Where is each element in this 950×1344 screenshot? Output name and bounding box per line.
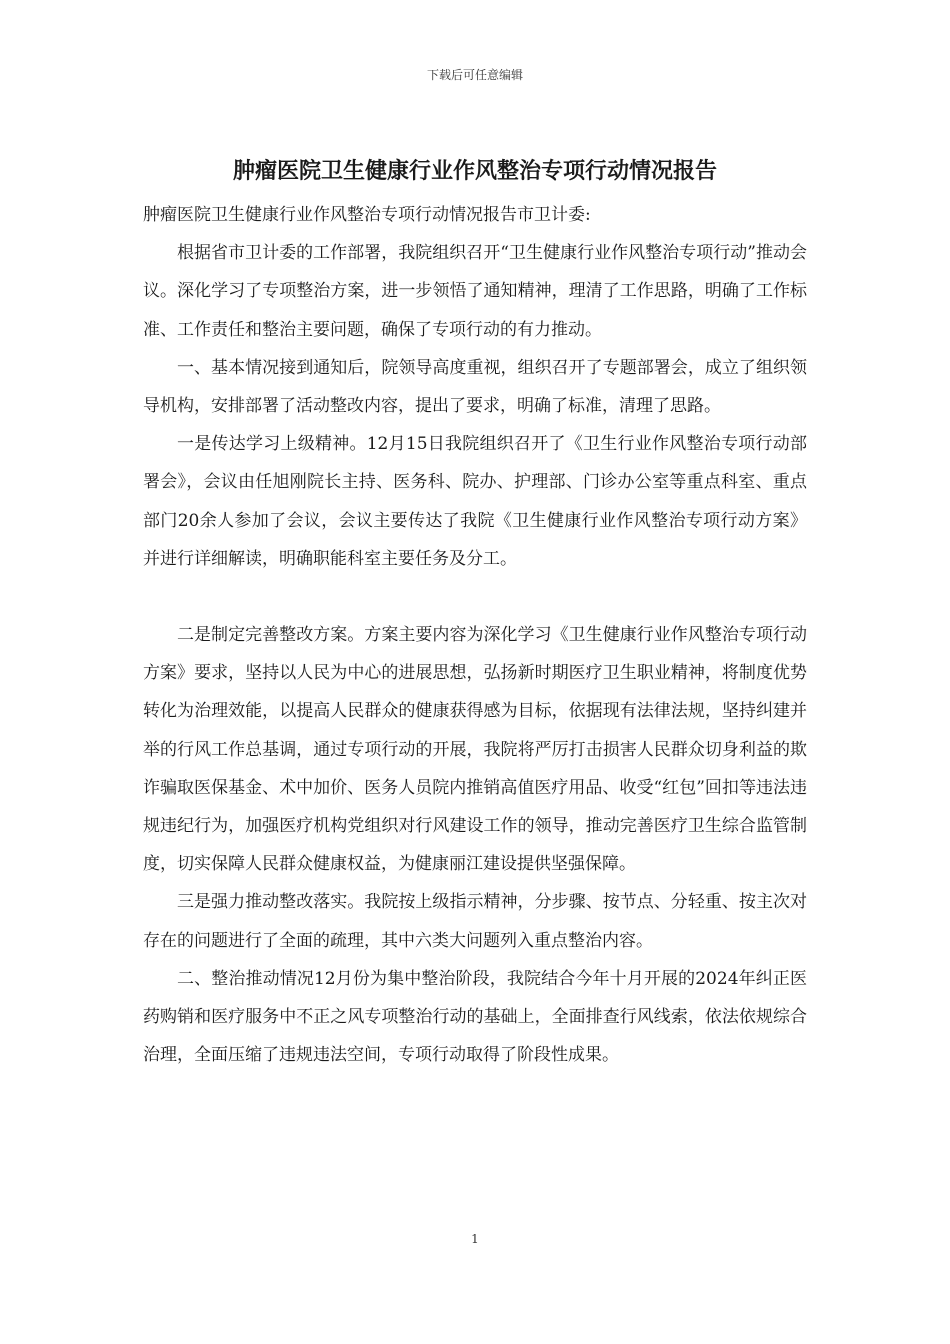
body-paragraph: 二、整治推动情况12月份为集中整治阶段，我院结合今年十月开展的2024年纠正医药购销和医疗服务中不正之风专项整治行动的基础上，全面排查行风线索，依法依规综合治理，全面压缩了违规违法空间，专项行动取得了阶段性成果。 [143, 968, 807, 1066]
body-paragraph: 三是强力推动整改落实。我院按上级指示精神，分步骤、按节点、分轻重、按主次对存在的问题进行了全面的疏理，其中六类大问题列入重点整治内容。 [143, 892, 807, 951]
document-title: 肿瘤医院卫生健康行业作风整治专项行动情况报告 [232, 158, 717, 184]
page-number: 1 [471, 1232, 479, 1246]
body-paragraph: 一、基本情况接到通知后，院领导高度重视，组织召开了专题部署会，成立了组织领导机构，安排部署了活动整改内容，提出了要求，明确了标准，清理了思路。 [143, 357, 807, 417]
header-note: 下载后可任意编辑 [426, 68, 523, 82]
body-paragraph: 根据省市卫计委的工作部署，我院组织召开“卫生健康行业作风整治专项行动”推动会议。深化学习了专项整治方案，进一步领悟了通知精神，理清了工作思路，明确了工作标准、工作责任和整治主要问题，确保了专项行动的有力推动。 [143, 243, 807, 340]
body-paragraph: 一是传达学习上级精神。12月15日我院组织召开了《卫生行业作风整治专项行动部署会》，会议由任旭刚院长主持、医务科、院办、护理部、门诊办公室等重点科室、重点部门20余人参加了会议，会议主要传达了我院《卫生健康行业作风整治专项行动方案》并进行详细解读，明确职能科室主要任务及分工。 [143, 434, 807, 569]
body-paragraph: 二是制定完善整改方案。方案主要内容为深化学习《卫生健康行业作风整治专项行动方案》要求，坚持以人民为中心的进展思想，弘扬新时期医疗卫生职业精神，将制度优势转化为治理效能，以提高人民群众的健康获得感为目标，依据现有法律法规，坚持纠建并举的行风工作总基调，通过专项行动的开展，我院将严厉打击损害人民群众切身利益的欺诈骗取医保基金、术中加价、医务人员院内推销高值医疗用品、收受“红包”回扣等违法违规违纪行为，加强医疗机构党组织对行风建设工作的领导，推动完善医疗卫生综合监管制度，切实保障人民群众健康权益，为健康丽江建设提供坚强保障。 [143, 625, 807, 875]
salutation-paragraph: 肿瘤医院卫生健康行业作风整治专项行动情况报告市卫计委: [143, 205, 591, 225]
document-body [143, 196, 807, 1074]
